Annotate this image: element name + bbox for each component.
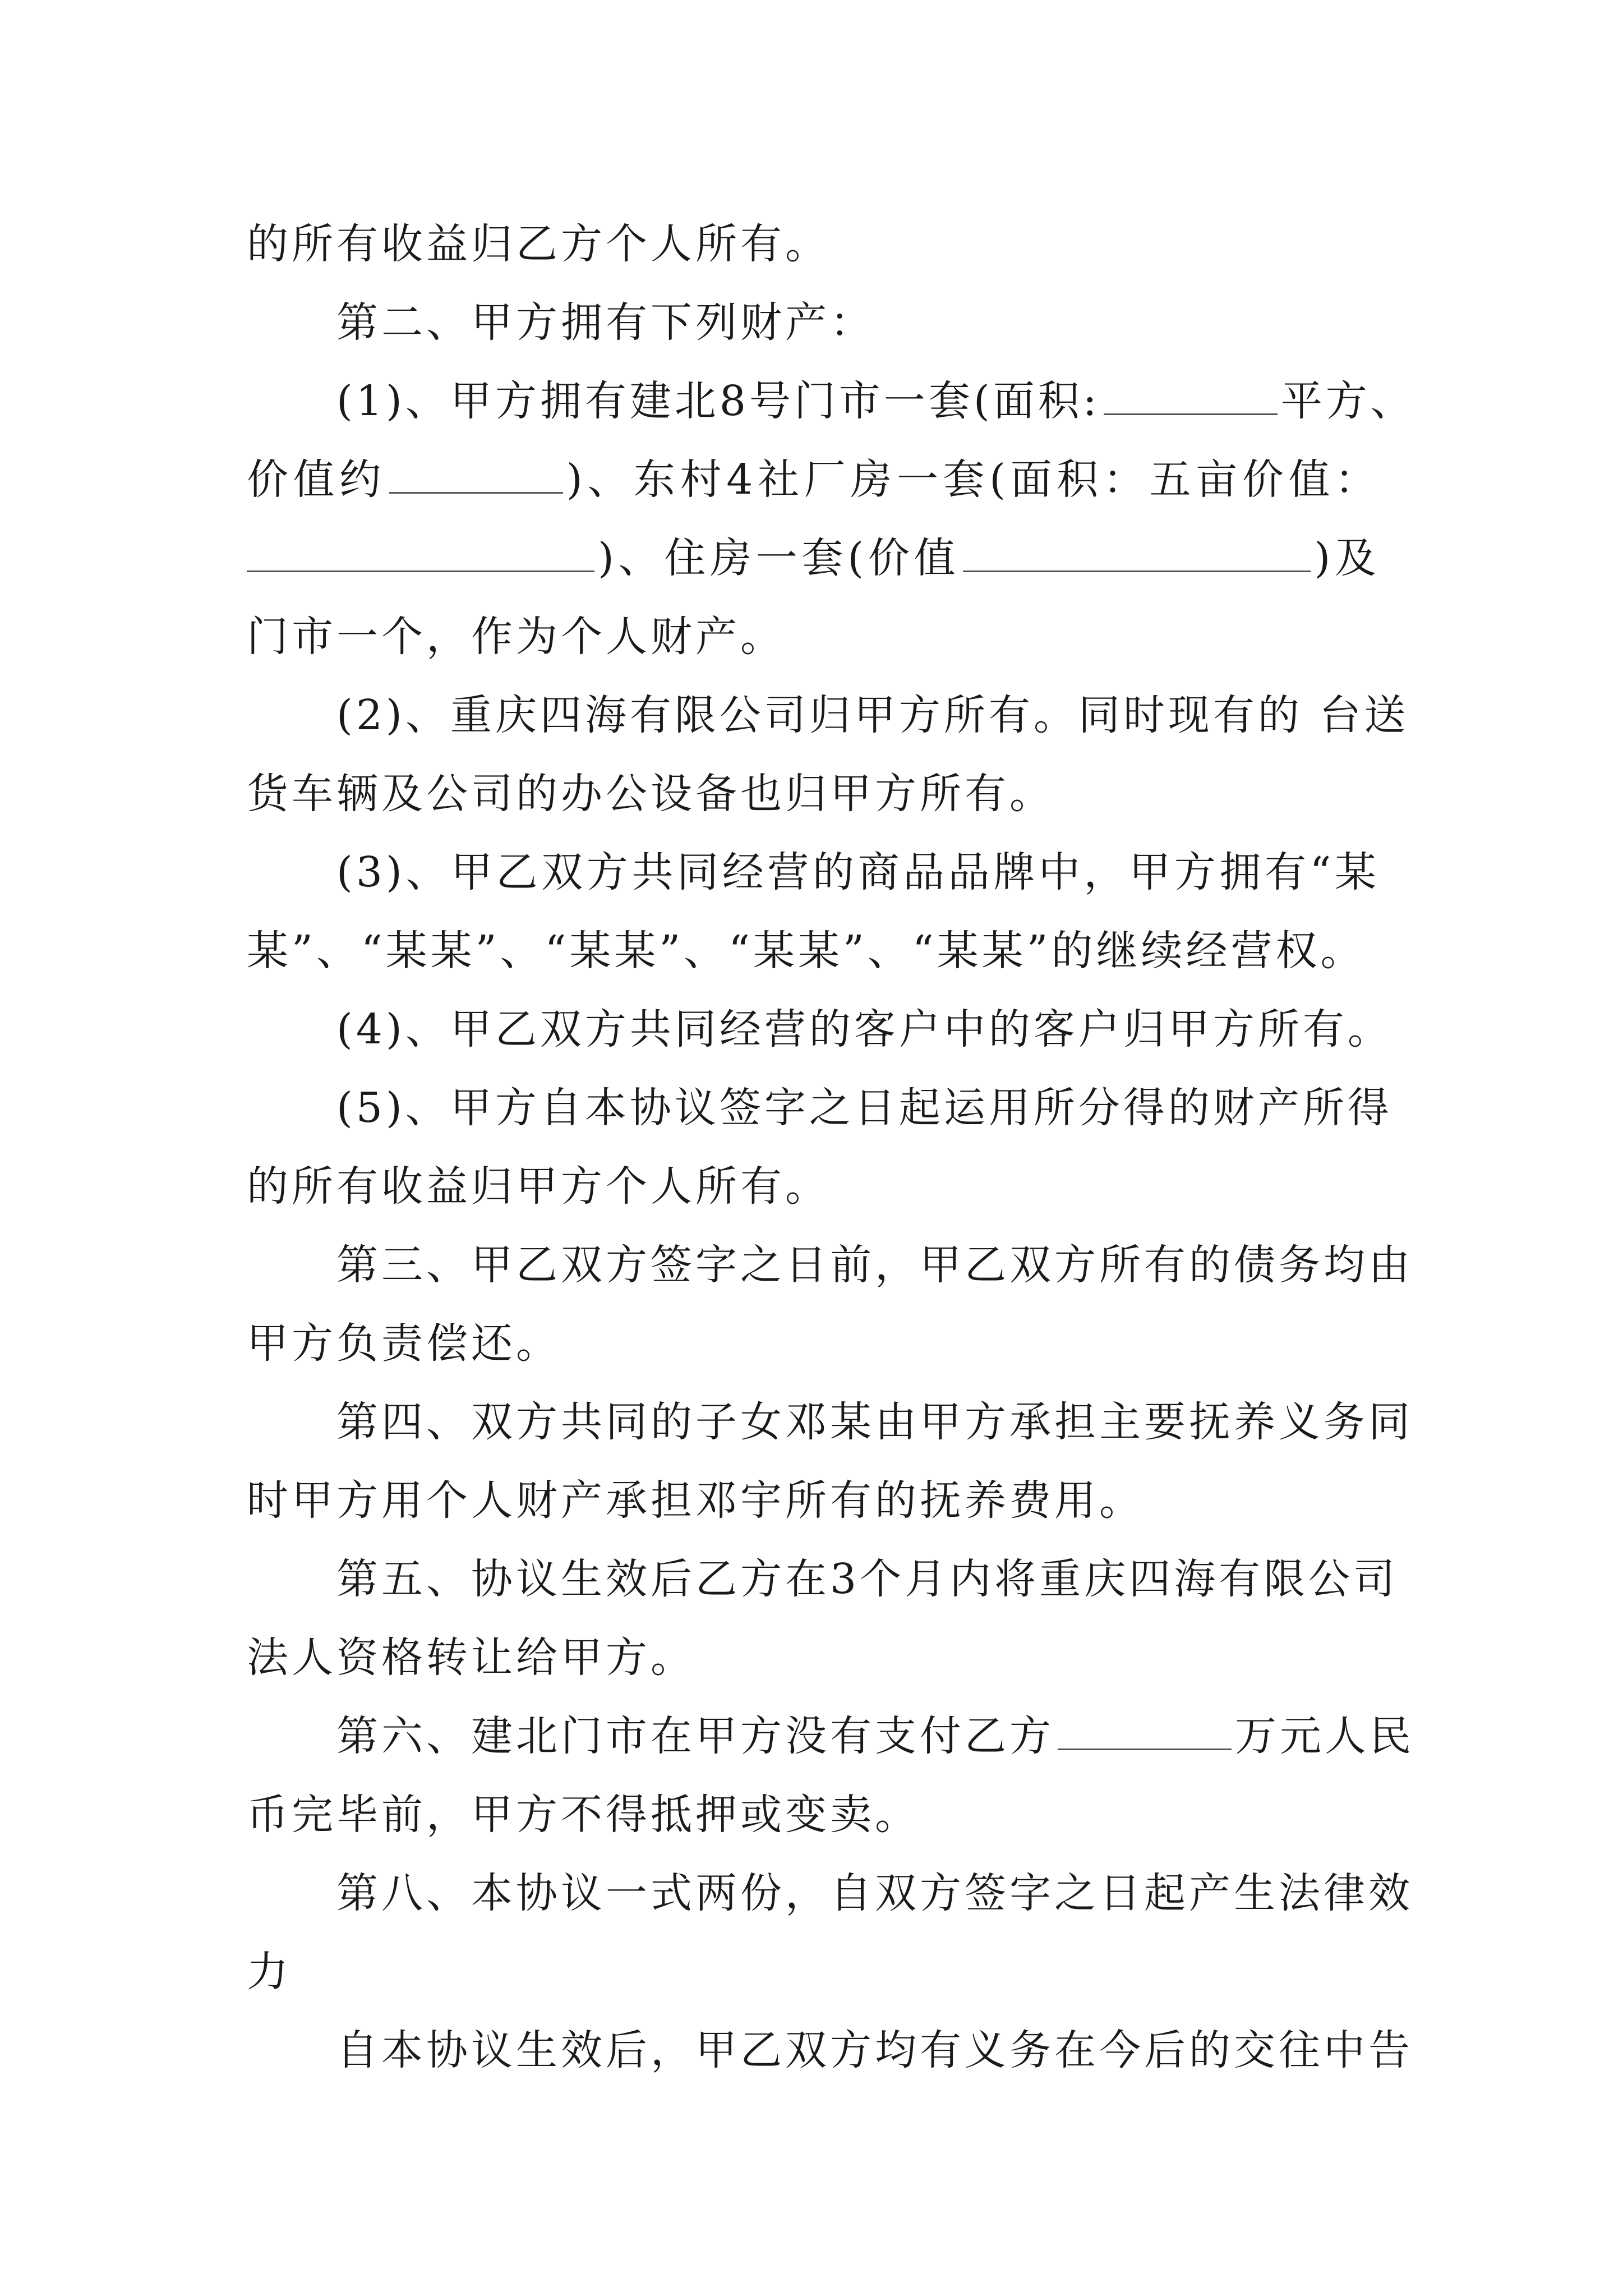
text-line: 的所有收益归乙方个人所有。 <box>247 220 830 268</box>
fill-blank[interactable] <box>963 535 1311 572</box>
text-line: 甲方负责偿还。 <box>247 1319 561 1368</box>
text-line: 法人资格转让给甲方。 <box>247 1634 695 1682</box>
text-line: 的所有收益归甲方个人所有。 <box>247 1162 830 1211</box>
text-segment: 平方、 <box>1280 377 1415 425</box>
section-heading <box>336 1697 1414 1775</box>
text-segment: 万元人民 <box>1235 1712 1414 1760</box>
text-line <box>336 362 1415 440</box>
fill-blank[interactable] <box>1104 378 1278 415</box>
fill-blank[interactable] <box>1058 1713 1232 1750</box>
text-segment: 第六、建北门市在甲方没有支付乙方 <box>336 1712 1054 1760</box>
text-line: 货车辆及公司的办公设备也归甲方所有。 <box>247 770 1054 818</box>
text-segment: )、住房一套(价值 <box>598 534 960 582</box>
text-segment: )、东村4社厂房一套(面积：五亩价值： <box>566 455 1380 504</box>
section-heading: 第五、协议生效后乙方在3个月内将重庆四海有限公司 <box>336 1555 1399 1603</box>
text-line: 时甲方用个人财产承担邓宇所有的抚养费用。 <box>247 1476 1144 1525</box>
text-line: (3)、甲乙双方共同经营的商品品牌中，甲方拥有“某 <box>336 848 1380 896</box>
text-line: 力 <box>247 1948 292 1996</box>
text-line: (5)、甲方自本协议签字之日起运用所分得的财产所得 <box>336 1084 1393 1132</box>
section-heading: 第三、甲乙双方签字之日前，甲乙双方所有的债务均由 <box>336 1241 1413 1289</box>
section-heading: 第二、甲方拥有下列财产： <box>336 298 875 347</box>
section-heading: 第四、双方共同的子女邓某由甲方承担主要抚养义务同 <box>336 1398 1413 1446</box>
text-line: 自本协议生效后，甲乙双方均有义务在今后的交往中告 <box>336 2026 1413 2074</box>
fill-blank[interactable] <box>389 456 563 494</box>
text-segment: 价值约 <box>247 455 386 504</box>
text-segment: )及 <box>1314 534 1380 582</box>
text-line: 某”、“某某”、“某某”、“某某”、“某某”的继续经营权。 <box>247 927 1366 975</box>
text-line <box>247 519 1380 597</box>
text-line: 币完毕前，甲方不得抵押或变卖。 <box>247 1791 920 1839</box>
text-line: (4)、甲乙双方共同经营的客户中的客户归甲方所有。 <box>336 1005 1393 1053</box>
section-heading: 第八、本协议一式两份，自双方签字之日起产生法律效 <box>336 1869 1413 1917</box>
text-line: (2)、重庆四海有限公司归甲方所有。同时现有的 台送 <box>336 691 1409 739</box>
text-line <box>247 440 1380 519</box>
fill-blank[interactable] <box>247 535 594 572</box>
text-segment: (1)、甲方拥有建北8号门市一套(面积: <box>336 377 1100 425</box>
text-line: 门市一个，作为个人财产。 <box>247 613 785 661</box>
